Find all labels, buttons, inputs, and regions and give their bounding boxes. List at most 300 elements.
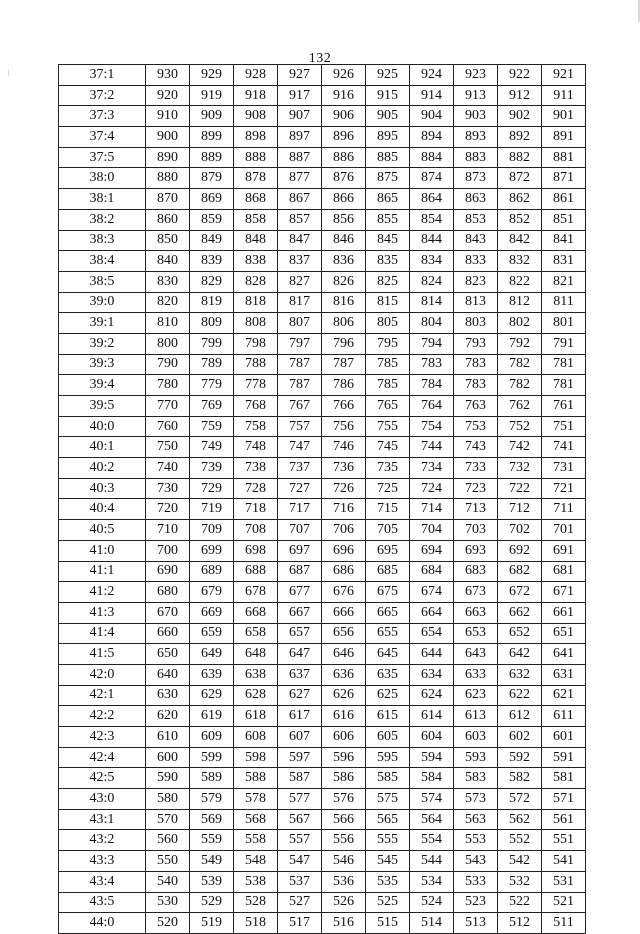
table-row xyxy=(59,416,586,437)
score-cell: 835 xyxy=(366,251,410,272)
score-cell: 531 xyxy=(542,871,586,892)
score-cell: 664 xyxy=(410,602,454,623)
score-cell: 654 xyxy=(410,623,454,644)
score-cell: 851 xyxy=(542,209,586,230)
score-cell: 554 xyxy=(410,830,454,851)
score-cell: 712 xyxy=(498,499,542,520)
score-cell: 765 xyxy=(366,396,410,417)
score-cell: 854 xyxy=(410,209,454,230)
score-cell: 812 xyxy=(498,292,542,313)
score-cell: 783 xyxy=(454,375,498,396)
time-cell: 41:1 xyxy=(59,561,146,582)
score-cell: 552 xyxy=(498,830,542,851)
score-cell: 838 xyxy=(234,251,278,272)
score-cell: 924 xyxy=(410,65,454,86)
time-cell: 38:1 xyxy=(59,189,146,210)
score-cell: 544 xyxy=(410,851,454,872)
table-row xyxy=(59,623,586,644)
score-cell: 826 xyxy=(322,271,366,292)
score-cell: 817 xyxy=(278,292,322,313)
score-cell: 685 xyxy=(366,561,410,582)
score-cell: 834 xyxy=(410,251,454,272)
score-cell: 618 xyxy=(234,706,278,727)
score-cell: 844 xyxy=(410,230,454,251)
table-row xyxy=(59,540,586,561)
score-cell: 603 xyxy=(454,727,498,748)
score-cell: 669 xyxy=(190,602,234,623)
score-cell: 643 xyxy=(454,644,498,665)
score-cell: 760 xyxy=(146,416,190,437)
time-cell: 37:5 xyxy=(59,147,146,168)
score-cell: 518 xyxy=(234,913,278,934)
score-cell: 568 xyxy=(234,809,278,830)
score-cell: 791 xyxy=(542,333,586,354)
score-cell: 806 xyxy=(322,313,366,334)
score-cell: 517 xyxy=(278,913,322,934)
score-cell: 881 xyxy=(542,147,586,168)
score-cell: 871 xyxy=(542,168,586,189)
score-cell: 797 xyxy=(278,333,322,354)
table-row xyxy=(59,685,586,706)
time-cell: 43:2 xyxy=(59,830,146,851)
score-cell: 790 xyxy=(146,354,190,375)
time-cell: 37:3 xyxy=(59,106,146,127)
score-cell: 867 xyxy=(278,189,322,210)
score-cell: 523 xyxy=(454,892,498,913)
score-cell: 621 xyxy=(542,685,586,706)
table-row xyxy=(59,333,586,354)
score-cell: 841 xyxy=(542,230,586,251)
score-cell: 706 xyxy=(322,520,366,541)
score-cell: 739 xyxy=(190,458,234,479)
score-cell: 896 xyxy=(322,127,366,148)
time-cell: 37:1 xyxy=(59,65,146,86)
score-cell: 699 xyxy=(190,540,234,561)
score-cell: 662 xyxy=(498,602,542,623)
score-cell: 908 xyxy=(234,106,278,127)
score-cell: 619 xyxy=(190,706,234,727)
table-row xyxy=(59,851,586,872)
score-cell: 605 xyxy=(366,727,410,748)
table-body xyxy=(59,65,586,934)
time-cell: 42:5 xyxy=(59,768,146,789)
table-row xyxy=(59,664,586,685)
score-cell: 563 xyxy=(454,809,498,830)
score-cell: 520 xyxy=(146,913,190,934)
score-cell: 647 xyxy=(278,644,322,665)
score-cell: 736 xyxy=(322,458,366,479)
score-cell: 516 xyxy=(322,913,366,934)
score-cell: 757 xyxy=(278,416,322,437)
score-cell: 919 xyxy=(190,85,234,106)
score-cell: 615 xyxy=(366,706,410,727)
score-cell: 546 xyxy=(322,851,366,872)
score-cell: 850 xyxy=(146,230,190,251)
score-cell: 651 xyxy=(542,623,586,644)
table-row xyxy=(59,375,586,396)
score-cell: 764 xyxy=(410,396,454,417)
score-cell: 784 xyxy=(410,375,454,396)
time-cell: 38:0 xyxy=(59,168,146,189)
score-cell: 746 xyxy=(322,437,366,458)
score-cell: 786 xyxy=(322,375,366,396)
score-cell: 866 xyxy=(322,189,366,210)
score-cell: 709 xyxy=(190,520,234,541)
score-cell: 888 xyxy=(234,147,278,168)
score-cell: 693 xyxy=(454,540,498,561)
score-cell: 596 xyxy=(322,747,366,768)
score-cell: 887 xyxy=(278,147,322,168)
score-cell: 727 xyxy=(278,478,322,499)
score-cell: 909 xyxy=(190,106,234,127)
score-cell: 701 xyxy=(542,520,586,541)
score-cell: 666 xyxy=(322,602,366,623)
score-cell: 740 xyxy=(146,458,190,479)
score-cell: 879 xyxy=(190,168,234,189)
time-cell: 42:4 xyxy=(59,747,146,768)
score-cell: 555 xyxy=(366,830,410,851)
score-cell: 823 xyxy=(454,271,498,292)
score-cell: 684 xyxy=(410,561,454,582)
score-cell: 747 xyxy=(278,437,322,458)
score-cell: 514 xyxy=(410,913,454,934)
time-cell: 39:2 xyxy=(59,333,146,354)
table-row xyxy=(59,644,586,665)
score-cell: 541 xyxy=(542,851,586,872)
score-cell: 848 xyxy=(234,230,278,251)
time-cell: 41:5 xyxy=(59,644,146,665)
score-cell: 891 xyxy=(542,127,586,148)
score-cell: 912 xyxy=(498,85,542,106)
score-cell: 512 xyxy=(498,913,542,934)
score-cell: 922 xyxy=(498,65,542,86)
score-cell: 729 xyxy=(190,478,234,499)
score-cell: 572 xyxy=(498,789,542,810)
score-cell: 864 xyxy=(410,189,454,210)
score-cell: 728 xyxy=(234,478,278,499)
score-cell: 787 xyxy=(278,354,322,375)
score-cell: 714 xyxy=(410,499,454,520)
score-cell: 622 xyxy=(498,685,542,706)
score-cell: 667 xyxy=(278,602,322,623)
score-cell: 877 xyxy=(278,168,322,189)
score-cell: 738 xyxy=(234,458,278,479)
score-cell: 640 xyxy=(146,664,190,685)
score-cell: 595 xyxy=(366,747,410,768)
score-cell: 558 xyxy=(234,830,278,851)
time-cell: 41:2 xyxy=(59,582,146,603)
score-cell: 830 xyxy=(146,271,190,292)
table-row xyxy=(59,354,586,375)
score-cell: 926 xyxy=(322,65,366,86)
score-cell: 700 xyxy=(146,540,190,561)
table-row xyxy=(59,582,586,603)
score-cell: 723 xyxy=(454,478,498,499)
score-cell: 822 xyxy=(498,271,542,292)
score-cell: 648 xyxy=(234,644,278,665)
score-cell: 873 xyxy=(454,168,498,189)
score-cell: 551 xyxy=(542,830,586,851)
score-cell: 665 xyxy=(366,602,410,623)
score-cell: 872 xyxy=(498,168,542,189)
score-cell: 687 xyxy=(278,561,322,582)
time-cell: 40:2 xyxy=(59,458,146,479)
score-cell: 840 xyxy=(146,251,190,272)
score-cell: 829 xyxy=(190,271,234,292)
score-cell: 766 xyxy=(322,396,366,417)
table-row xyxy=(59,809,586,830)
score-cell: 804 xyxy=(410,313,454,334)
score-cell: 581 xyxy=(542,768,586,789)
score-cell: 785 xyxy=(366,375,410,396)
score-cell: 656 xyxy=(322,623,366,644)
score-cell: 696 xyxy=(322,540,366,561)
score-cell: 793 xyxy=(454,333,498,354)
score-cell: 780 xyxy=(146,375,190,396)
score-cell: 545 xyxy=(366,851,410,872)
score-cell: 813 xyxy=(454,292,498,313)
score-cell: 663 xyxy=(454,602,498,623)
score-cell: 874 xyxy=(410,168,454,189)
score-cell: 902 xyxy=(498,106,542,127)
table-row xyxy=(59,127,586,148)
score-cell: 925 xyxy=(366,65,410,86)
score-cell: 870 xyxy=(146,189,190,210)
score-cell: 743 xyxy=(454,437,498,458)
score-cell: 598 xyxy=(234,747,278,768)
score-cell: 578 xyxy=(234,789,278,810)
score-cell: 652 xyxy=(498,623,542,644)
score-cell: 860 xyxy=(146,209,190,230)
score-cell: 649 xyxy=(190,644,234,665)
score-cell: 796 xyxy=(322,333,366,354)
score-conversion-table xyxy=(58,64,586,934)
score-cell: 690 xyxy=(146,561,190,582)
score-cell: 627 xyxy=(278,685,322,706)
score-cell: 613 xyxy=(454,706,498,727)
score-cell: 717 xyxy=(278,499,322,520)
time-cell: 41:0 xyxy=(59,540,146,561)
score-cell: 553 xyxy=(454,830,498,851)
table-row xyxy=(59,230,586,251)
score-cell: 560 xyxy=(146,830,190,851)
score-cell: 831 xyxy=(542,251,586,272)
score-cell: 681 xyxy=(542,561,586,582)
score-cell: 734 xyxy=(410,458,454,479)
table-row xyxy=(59,147,586,168)
score-cell: 900 xyxy=(146,127,190,148)
score-cell: 750 xyxy=(146,437,190,458)
score-cell: 785 xyxy=(366,354,410,375)
score-cell: 588 xyxy=(234,768,278,789)
score-cell: 862 xyxy=(498,189,542,210)
score-cell: 742 xyxy=(498,437,542,458)
score-cell: 808 xyxy=(234,313,278,334)
score-cell: 548 xyxy=(234,851,278,872)
score-cell: 843 xyxy=(454,230,498,251)
score-cell: 575 xyxy=(366,789,410,810)
score-cell: 540 xyxy=(146,871,190,892)
time-cell: 41:4 xyxy=(59,623,146,644)
score-cell: 708 xyxy=(234,520,278,541)
score-cell: 794 xyxy=(410,333,454,354)
score-cell: 821 xyxy=(542,271,586,292)
score-cell: 682 xyxy=(498,561,542,582)
score-cell: 677 xyxy=(278,582,322,603)
score-cell: 705 xyxy=(366,520,410,541)
time-cell: 39:4 xyxy=(59,375,146,396)
score-cell: 550 xyxy=(146,851,190,872)
score-cell: 820 xyxy=(146,292,190,313)
score-cell: 885 xyxy=(366,147,410,168)
score-cell: 920 xyxy=(146,85,190,106)
score-cell: 525 xyxy=(366,892,410,913)
score-cell: 758 xyxy=(234,416,278,437)
score-cell: 569 xyxy=(190,809,234,830)
table-row xyxy=(59,168,586,189)
score-cell: 542 xyxy=(498,851,542,872)
time-cell: 40:1 xyxy=(59,437,146,458)
score-cell: 634 xyxy=(410,664,454,685)
time-cell: 42:3 xyxy=(59,727,146,748)
score-cell: 592 xyxy=(498,747,542,768)
table-row xyxy=(59,768,586,789)
table-row xyxy=(59,561,586,582)
time-cell: 43:3 xyxy=(59,851,146,872)
score-cell: 561 xyxy=(542,809,586,830)
score-cell: 861 xyxy=(542,189,586,210)
score-cell: 915 xyxy=(366,85,410,106)
score-cell: 783 xyxy=(410,354,454,375)
table-row xyxy=(59,830,586,851)
score-cell: 532 xyxy=(498,871,542,892)
score-cell: 678 xyxy=(234,582,278,603)
score-cell: 767 xyxy=(278,396,322,417)
score-cell: 625 xyxy=(366,685,410,706)
score-cell: 632 xyxy=(498,664,542,685)
score-cell: 858 xyxy=(234,209,278,230)
score-cell: 611 xyxy=(542,706,586,727)
score-cell: 675 xyxy=(366,582,410,603)
score-cell: 799 xyxy=(190,333,234,354)
score-cell: 749 xyxy=(190,437,234,458)
score-cell: 828 xyxy=(234,271,278,292)
score-cell: 865 xyxy=(366,189,410,210)
table-row xyxy=(59,85,586,106)
score-cell: 680 xyxy=(146,582,190,603)
score-cell: 845 xyxy=(366,230,410,251)
score-cell: 737 xyxy=(278,458,322,479)
score-cell: 547 xyxy=(278,851,322,872)
time-cell: 40:0 xyxy=(59,416,146,437)
score-cell: 617 xyxy=(278,706,322,727)
table-row xyxy=(59,313,586,334)
score-cell: 905 xyxy=(366,106,410,127)
score-cell: 524 xyxy=(410,892,454,913)
score-cell: 748 xyxy=(234,437,278,458)
score-cell: 779 xyxy=(190,375,234,396)
table-row xyxy=(59,706,586,727)
score-cell: 921 xyxy=(542,65,586,86)
score-cell: 755 xyxy=(366,416,410,437)
score-cell: 702 xyxy=(498,520,542,541)
score-cell: 901 xyxy=(542,106,586,127)
score-cell: 884 xyxy=(410,147,454,168)
score-cell: 897 xyxy=(278,127,322,148)
score-cell: 735 xyxy=(366,458,410,479)
score-cell: 692 xyxy=(498,540,542,561)
score-cell: 770 xyxy=(146,396,190,417)
score-cell: 927 xyxy=(278,65,322,86)
score-cell: 534 xyxy=(410,871,454,892)
score-cell: 880 xyxy=(146,168,190,189)
score-cell: 792 xyxy=(498,333,542,354)
time-cell: 39:1 xyxy=(59,313,146,334)
score-cell: 762 xyxy=(498,396,542,417)
score-cell: 802 xyxy=(498,313,542,334)
score-cell: 660 xyxy=(146,623,190,644)
score-cell: 644 xyxy=(410,644,454,665)
score-cell: 783 xyxy=(454,354,498,375)
score-cell: 928 xyxy=(234,65,278,86)
score-cell: 890 xyxy=(146,147,190,168)
score-cell: 574 xyxy=(410,789,454,810)
score-cell: 691 xyxy=(542,540,586,561)
score-cell: 868 xyxy=(234,189,278,210)
score-cell: 579 xyxy=(190,789,234,810)
score-cell: 761 xyxy=(542,396,586,417)
score-cell: 526 xyxy=(322,892,366,913)
table-row xyxy=(59,65,586,86)
score-cell: 559 xyxy=(190,830,234,851)
score-cell: 604 xyxy=(410,727,454,748)
table-row xyxy=(59,437,586,458)
score-cell: 789 xyxy=(190,354,234,375)
score-cell: 637 xyxy=(278,664,322,685)
score-cell: 894 xyxy=(410,127,454,148)
score-cell: 638 xyxy=(234,664,278,685)
score-cell: 549 xyxy=(190,851,234,872)
time-cell: 39:5 xyxy=(59,396,146,417)
score-cell: 863 xyxy=(454,189,498,210)
score-cell: 810 xyxy=(146,313,190,334)
score-cell: 688 xyxy=(234,561,278,582)
score-cell: 679 xyxy=(190,582,234,603)
score-cell: 907 xyxy=(278,106,322,127)
time-cell: 40:4 xyxy=(59,499,146,520)
score-cell: 842 xyxy=(498,230,542,251)
score-cell: 745 xyxy=(366,437,410,458)
score-cell: 819 xyxy=(190,292,234,313)
table-row xyxy=(59,189,586,210)
score-cell: 562 xyxy=(498,809,542,830)
score-cell: 630 xyxy=(146,685,190,706)
score-cell: 753 xyxy=(454,416,498,437)
time-cell: 43:0 xyxy=(59,789,146,810)
score-cell: 655 xyxy=(366,623,410,644)
score-cell: 833 xyxy=(454,251,498,272)
time-cell: 38:2 xyxy=(59,209,146,230)
score-cell: 910 xyxy=(146,106,190,127)
score-cell: 674 xyxy=(410,582,454,603)
score-cell: 571 xyxy=(542,789,586,810)
score-cell: 818 xyxy=(234,292,278,313)
score-cell: 624 xyxy=(410,685,454,706)
score-cell: 886 xyxy=(322,147,366,168)
score-cell: 725 xyxy=(366,478,410,499)
time-cell: 39:3 xyxy=(59,354,146,375)
score-cell: 694 xyxy=(410,540,454,561)
